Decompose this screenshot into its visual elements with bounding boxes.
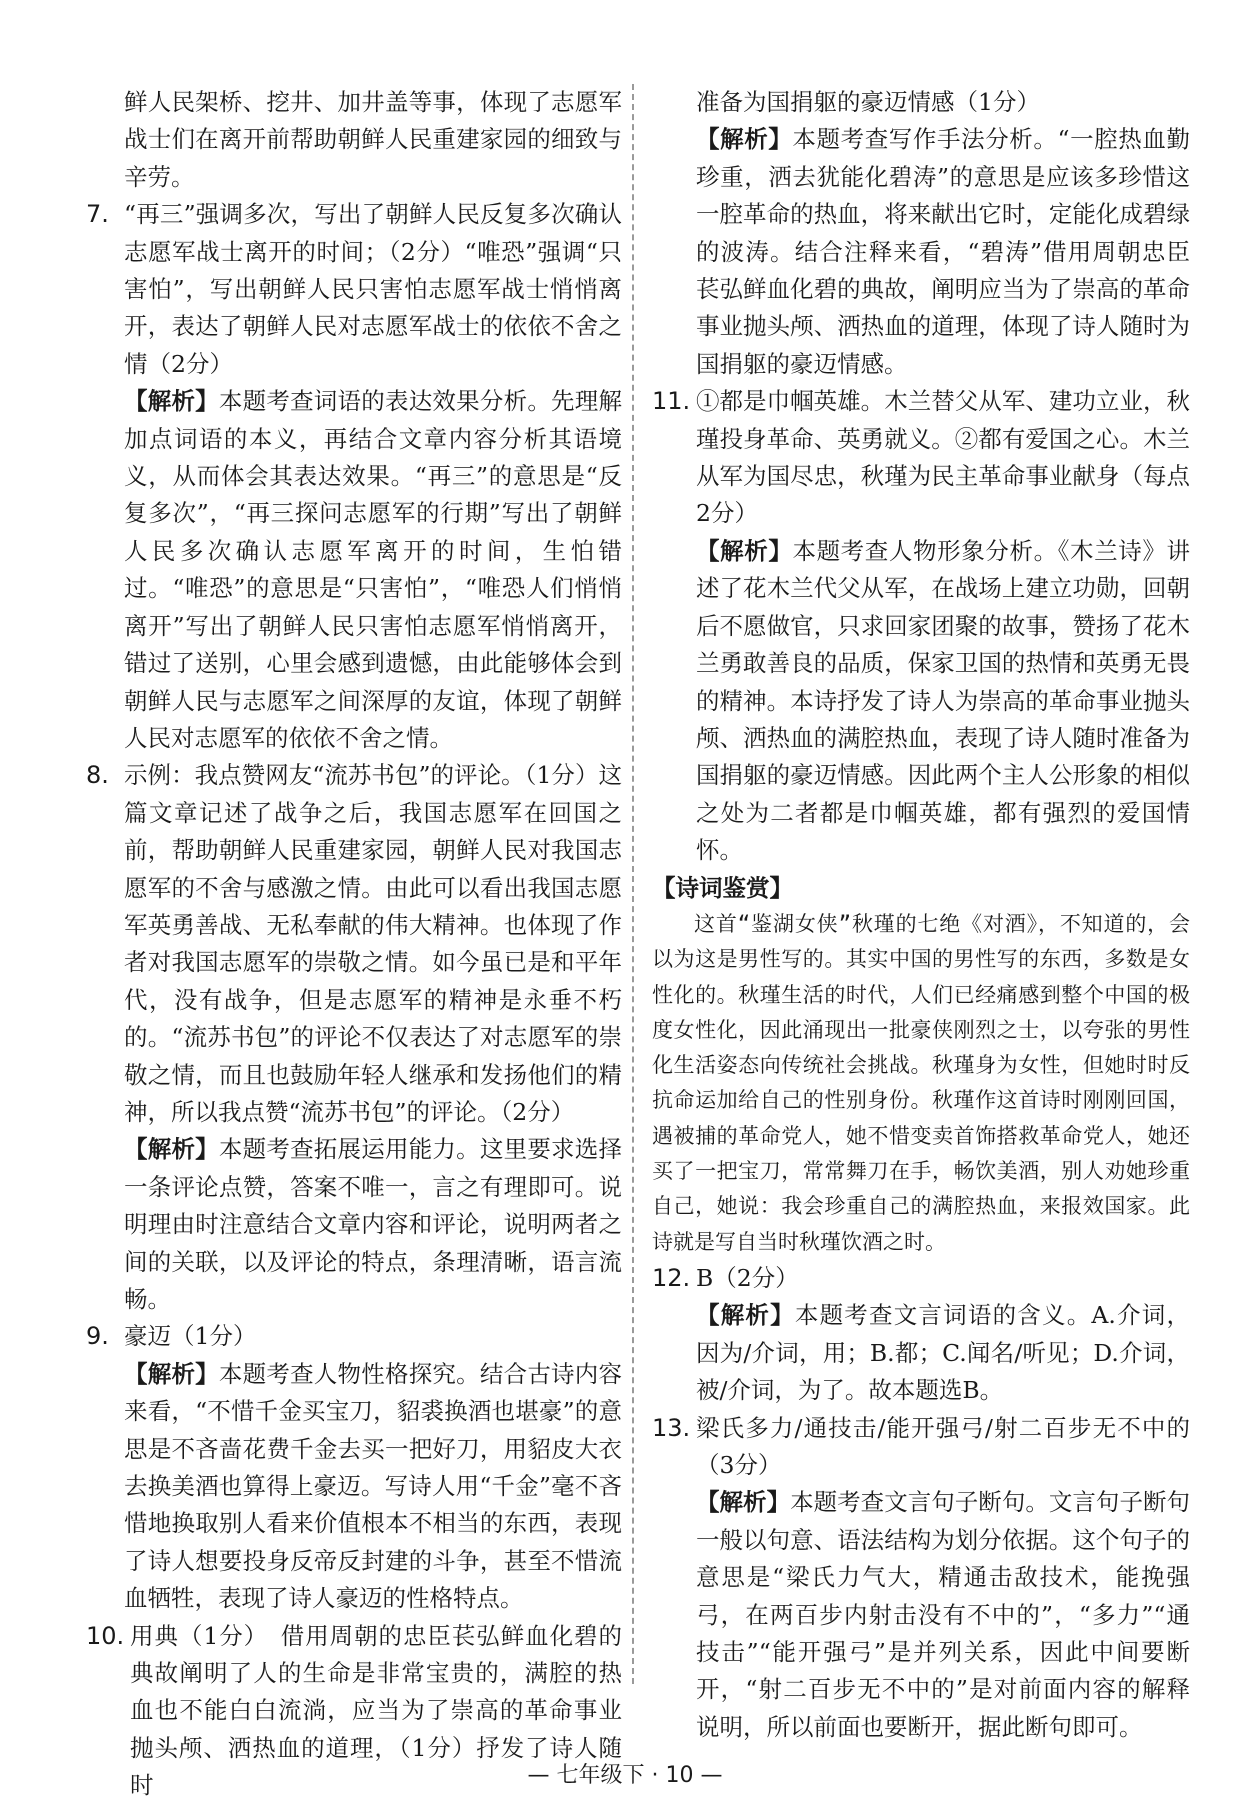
page-footer: — 七年级下 · 10 — [527, 1763, 723, 1788]
analysis-text: 本题考查文言句子断句。文言句子断句一般以句意、语法结构为划分依据。这个句子的意思是“梁氏力气大，精通击敌技术，能挽强弓，在两百步内射击没有不中的”，“多力”“通技击”“能开强弓”是并列关系，因此中间要断开，“射二百步无不中的”是对前面内容的解释说明，所以前面也要断开，据此断句即可。 [696, 1488, 1191, 1741]
question-8 [86, 757, 622, 1131]
answer-text: 用典（1分） 借用周朝的忠臣苌弘鲜血化碧的典故阐明了人的生命是非常宝贵的，满腔的热血也不能白白流淌，应当为了崇高的革命事业抛头颅、洒热血的道理，（1分）抒发了诗人随时 [130, 1621, 622, 1800]
question-number: 10. [86, 1621, 125, 1650]
answer-text: “再三”强调多次，写出了朝鲜人民反复多次确认志愿军战士离开的时间；（2分）“唯恐”强调“只害怕”，写出朝鲜人民只害怕志愿军战士悄悄离开，表达了朝鲜人民对志愿军战士的依依不舍之情（2分） [124, 200, 622, 378]
question-number: 11. [652, 387, 691, 416]
answer-text: B（2分） [696, 1263, 799, 1292]
analysis-11 [696, 533, 1190, 870]
analysis-tag: 【解析】 [696, 1488, 791, 1517]
analysis-text: 本题考查写作手法分析。“一腔热血勤珍重，洒去犹能化碧涛”的意思是应该多珍惜这一腔革命的热血，将来献出它时，定能化成碧绿的波涛。结合注释来看，“碧涛”借用周朝忠臣苌弘鲜血化碧的典故，阐明应当为了崇高的革命事业抛头颅、洒热血的道理，体现了诗人随时为国捐躯的豪迈情感。 [696, 125, 1191, 378]
poem-appreciation [652, 907, 1190, 1260]
poem-appreciation-heading: 【诗词鉴赏】 [652, 873, 793, 902]
analysis-tag: 【解析】 [124, 1359, 219, 1388]
answer-text: 梁氏多力/通技击/能开强弓/射二百步无不中的（3分） [696, 1413, 1190, 1479]
analysis-9 [124, 1356, 622, 1618]
analysis-tag: 【解析】 [696, 536, 793, 565]
analysis-tag: 【解析】 [124, 1135, 219, 1164]
analysis-tag: 【解析】 [696, 1301, 795, 1330]
answer-text: 豪迈（1分） [124, 1322, 257, 1351]
analysis-text: 本题考查人物性格探究。结合古诗内容来看，“不惜千金买宝刀，貂裘换酒也堪豪”的意思是不吝啬花费千金去买一把好刀，用貂皮大衣去换美酒也算得上豪迈。写诗人用“千金”毫不吝惜地换取别人看来价值根本不相当的东西，表现了诗人想要投身反帝反封建的斗争，甚至不惜流血牺牲，表现了诗人豪迈的性格特点。 [124, 1359, 623, 1613]
analysis-10 [696, 121, 1190, 383]
question-number: 12. [652, 1263, 691, 1292]
question-number: 7. [86, 200, 109, 229]
right-column [652, 84, 1190, 1746]
q6-continuation: 鲜人民架桥、挖井、加井盖等事，体现了志愿军战士们在离开前帮助朝鲜人民重建家园的细致与辛劳。 [124, 88, 622, 191]
question-number: 8. [86, 761, 109, 790]
analysis-text: 本题考查文言词语的含义。A.介词，因为/介词，用；B.都；C.闻名/听见；D.介词，被/介词，为了。故本题选B。 [696, 1301, 1190, 1405]
answer-text: 示例：我点赞网友“流苏书包”的评论。（1分）这篇文章记述了战争之后，我国志愿军在回国之前，帮助朝鲜人民重建家园，朝鲜人民对我国志愿军的不舍与感激之情。由此可以看出我国志愿军英勇善战、无私奉献的伟大精神。也体现了作者对我国志愿军的崇敬之情。如今虽已是和平年代，没有战争，但是志愿军的精神是永垂不朽的。“流苏书包”的评论不仅表达了对志愿军的崇敬之情，而且也鼓励年轻人继承和发扬他们的精神，所以我点赞“流苏书包”的评论。（2分） [124, 761, 622, 1126]
analysis-text: 本题考查词语的表达效果分析。先理解加点词语的本义，再结合文章内容分析其语境义，从而体会其表达效果。“再三”的意思是“反复多次”，“再三探问志愿军的行期”写出了朝鲜人民多次确认志愿军离开的时间，生怕错过。“唯恐”的意思是“只害怕”，“唯恐人们悄悄离开”写出了朝鲜人民只害怕志愿军悄悄离开，错过了送别，心里会感到遗憾，由此能够体会到朝鲜人民与志愿军之间深厚的友谊，体现了朝鲜人民对志愿军的依依不舍之情。 [124, 387, 623, 752]
poem-appreciation-text: 这首“鉴湖女侠”秋瑾的七绝《对酒》，不知道的，会以为这是男性写的。其实中国的男性写的东西，多数是女性化的。秋瑾生活的时代，人们已经痛感到整个中国的极度女性化，因此涌现出一批豪侠刚烈之士，以夸张的男性化生活姿态向传统社会挑战。秋瑾身为女性，但她时时反抗命运加给自己的性别身份。秋瑾作这首诗时刚刚回国，遇被捕的革命党人，她不惜变卖首饰搭救革命党人，她还买了一把宝刀，常常舞刀在手，畅饮美酒，别人劝她珍重自己，她说：我会珍重自己的满腔热血，来报效国家。此诗就是写自当时秋瑾饮酒之时。 [652, 911, 1190, 1254]
analysis-7 [124, 383, 622, 757]
question-9 [86, 1318, 622, 1355]
question-12 [652, 1260, 1190, 1297]
q10-continuation: 准备为国捐躯的豪迈情感（1分） [696, 88, 1040, 116]
column-divider [632, 84, 634, 1684]
question-number: 13. [652, 1413, 691, 1442]
analysis-13 [696, 1484, 1190, 1746]
analysis-text: 本题考查拓展运用能力。这里要求选择一条评论点赞，答案不唯一，言之有理即可。说明理由时注意结合文章内容和评论，说明两者之间的关联，以及评论的特点，条理清晰，语言流畅。 [124, 1135, 623, 1313]
question-11 [652, 383, 1190, 533]
analysis-text: 本题考查人物形象分析。《木兰诗》讲述了花木兰代父从军，在战场上建立功勋，回朝后不愿做官，只求回家团聚的故事，赞扬了花木兰勇敢善良的品质，保家卫国的热情和英勇无畏的精神。本诗抒发了诗人为崇高的革命事业抛头颅、洒热血的满腔热血，表现了诗人随时准备为国捐躯的豪迈情感。因此两个主人公形象的相似之处为二者都是巾帼英雄，都有强烈的爱国情怀。 [696, 536, 1191, 865]
analysis-12 [696, 1297, 1190, 1409]
question-13 [652, 1410, 1190, 1485]
left-column [86, 84, 622, 1805]
answer-text: ①都是巾帼英雄。木兰替父从军、建功立业，秋瑾投身革命、英勇就义。②都有爱国之心。木兰从军为国尽忠，秋瑾为民主革命事业献身（每点2分） [696, 387, 1190, 528]
question-7 [86, 196, 622, 383]
question-number: 9. [86, 1322, 109, 1351]
analysis-tag: 【解析】 [696, 125, 793, 154]
analysis-8 [124, 1131, 622, 1318]
analysis-tag: 【解析】 [124, 387, 219, 416]
